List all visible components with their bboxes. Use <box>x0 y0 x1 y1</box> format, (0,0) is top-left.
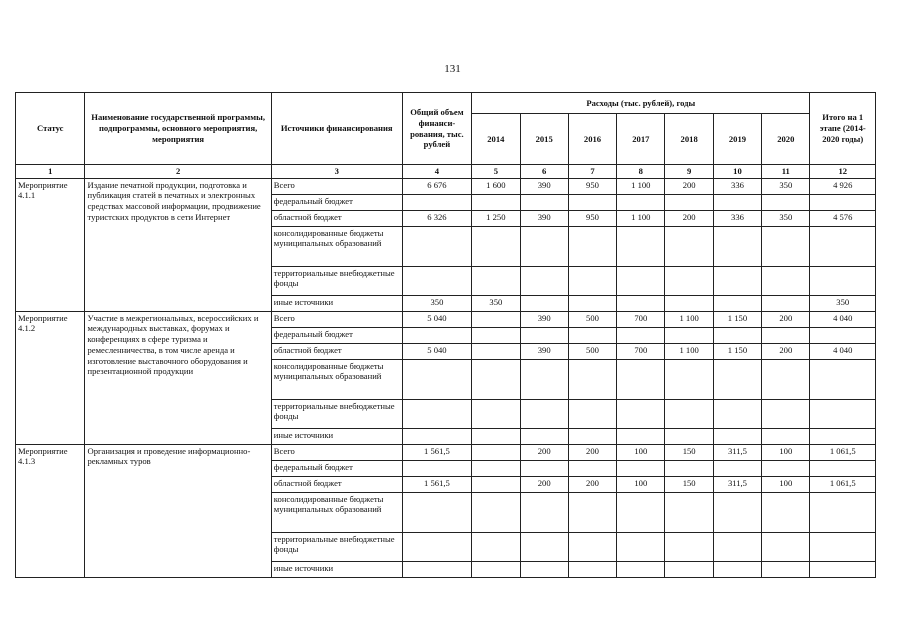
year-amount <box>520 428 568 444</box>
year-amount <box>713 532 761 561</box>
stage-total-amount <box>810 561 876 577</box>
column-number: 8 <box>617 165 665 179</box>
year-amount <box>472 444 520 460</box>
year-amount <box>472 428 520 444</box>
year-amount <box>665 561 713 577</box>
header-name: Наименование государственной программы, подпрограммы, основного мероприятия, мероприятия <box>85 93 271 165</box>
year-amount <box>617 561 665 577</box>
funding-source: иные источники <box>271 428 402 444</box>
year-amount <box>713 561 761 577</box>
year-amount: 200 <box>520 476 568 492</box>
year-amount: 390 <box>520 343 568 359</box>
stage-total-amount <box>810 460 876 476</box>
funding-source: иные источники <box>271 561 402 577</box>
year-amount <box>520 359 568 399</box>
year-amount <box>713 226 761 266</box>
year-amount <box>762 399 810 428</box>
year-amount <box>472 266 520 295</box>
column-number: 12 <box>810 165 876 179</box>
year-amount: 350 <box>762 178 810 194</box>
year-amount <box>568 295 616 311</box>
activity-name: Организация и проведение информационно-рекламных туров <box>85 444 271 577</box>
total-amount: 1 561,5 <box>402 444 471 460</box>
year-amount <box>568 428 616 444</box>
year-amount <box>665 492 713 532</box>
table-row <box>16 444 876 460</box>
funding-source: территориальные внебюджетные фонды <box>271 266 402 295</box>
year-amount: 100 <box>762 476 810 492</box>
stage-total-amount: 4 926 <box>810 178 876 194</box>
stage-total-amount <box>810 226 876 266</box>
year-amount: 1 250 <box>472 210 520 226</box>
year-amount: 150 <box>665 476 713 492</box>
activity-status: Мероприятие 4.1.2 <box>16 311 85 444</box>
year-amount <box>568 460 616 476</box>
funding-source: консолидированные бюджеты муниципальных образований <box>271 492 402 532</box>
year-amount <box>472 476 520 492</box>
year-amount <box>665 399 713 428</box>
year-amount <box>568 266 616 295</box>
stage-total-amount <box>810 327 876 343</box>
year-amount <box>617 492 665 532</box>
year-amount <box>472 311 520 327</box>
year-amount: 100 <box>617 444 665 460</box>
funding-source: иные источники <box>271 295 402 311</box>
year-amount: 200 <box>665 178 713 194</box>
column-number-row <box>16 165 876 179</box>
header-status: Статус <box>16 93 85 165</box>
year-amount <box>472 327 520 343</box>
year-amount <box>713 428 761 444</box>
total-amount <box>402 561 471 577</box>
total-amount: 1 561,5 <box>402 476 471 492</box>
header-expenses: Расходы (тыс. рублей), годы <box>472 93 810 114</box>
year-amount <box>520 532 568 561</box>
year-amount <box>617 327 665 343</box>
funding-source: федеральный бюджет <box>271 327 402 343</box>
stage-total-amount <box>810 428 876 444</box>
total-amount <box>402 266 471 295</box>
year-amount <box>520 399 568 428</box>
funding-source: Всего <box>271 178 402 194</box>
year-amount: 350 <box>472 295 520 311</box>
activity-name: Участие в межрегиональных, всероссийских и международных выставках, форумах и конференциях в сфере туризма и ремесленничества, в том числе аренда и изготовление выставочного оборудования и презентационной продукции <box>85 311 271 444</box>
header-total: Общий объем финанси-рования, тыс. рублей <box>402 93 471 165</box>
stage-total-amount: 1 061,5 <box>810 476 876 492</box>
stage-total-amount <box>810 266 876 295</box>
funding-source: территориальные внебюджетные фонды <box>271 532 402 561</box>
year-amount <box>520 226 568 266</box>
funding-source: Всего <box>271 311 402 327</box>
year-amount: 500 <box>568 311 616 327</box>
header-year: 2017 <box>617 114 665 165</box>
total-amount <box>402 399 471 428</box>
year-amount <box>617 460 665 476</box>
year-amount <box>617 266 665 295</box>
year-amount <box>472 194 520 210</box>
year-amount <box>665 266 713 295</box>
year-amount <box>472 359 520 399</box>
stage-total-amount: 4 040 <box>810 343 876 359</box>
activity-status: Мероприятие 4.1.1 <box>16 178 85 311</box>
stage-total-amount <box>810 194 876 210</box>
column-number: 10 <box>713 165 761 179</box>
year-amount <box>617 226 665 266</box>
year-amount: 200 <box>568 476 616 492</box>
year-amount: 390 <box>520 210 568 226</box>
year-amount: 200 <box>568 444 616 460</box>
year-amount: 500 <box>568 343 616 359</box>
year-amount <box>713 460 761 476</box>
year-amount: 200 <box>762 311 810 327</box>
year-amount: 700 <box>617 311 665 327</box>
year-amount: 100 <box>762 444 810 460</box>
total-amount: 6 676 <box>402 178 471 194</box>
column-number: 3 <box>271 165 402 179</box>
column-number: 5 <box>472 165 520 179</box>
year-amount <box>713 492 761 532</box>
funding-source: консолидированные бюджеты муниципальных образований <box>271 359 402 399</box>
stage-total-amount <box>810 492 876 532</box>
year-amount <box>762 194 810 210</box>
year-amount: 390 <box>520 311 568 327</box>
year-amount <box>568 532 616 561</box>
year-amount: 200 <box>762 343 810 359</box>
year-amount <box>762 460 810 476</box>
header-year: 2018 <box>665 114 713 165</box>
header-year: 2016 <box>568 114 616 165</box>
year-amount <box>617 359 665 399</box>
table-row <box>16 178 876 194</box>
year-amount <box>472 399 520 428</box>
year-amount: 1 150 <box>713 343 761 359</box>
year-amount: 200 <box>665 210 713 226</box>
year-amount: 350 <box>762 210 810 226</box>
stage-total-amount: 1 061,5 <box>810 444 876 460</box>
year-amount <box>472 561 520 577</box>
year-amount <box>472 492 520 532</box>
stage-total-amount <box>810 532 876 561</box>
year-amount <box>665 295 713 311</box>
total-amount: 6 326 <box>402 210 471 226</box>
year-amount <box>617 295 665 311</box>
year-amount <box>617 194 665 210</box>
column-number: 7 <box>568 165 616 179</box>
funding-source: областной бюджет <box>271 343 402 359</box>
year-amount <box>568 226 616 266</box>
total-amount <box>402 460 471 476</box>
year-amount <box>472 460 520 476</box>
year-amount <box>568 561 616 577</box>
year-amount <box>713 295 761 311</box>
year-amount <box>762 226 810 266</box>
column-number: 1 <box>16 165 85 179</box>
year-amount <box>520 194 568 210</box>
total-amount <box>402 532 471 561</box>
year-amount: 311,5 <box>713 476 761 492</box>
year-amount <box>713 327 761 343</box>
header-year: 2014 <box>472 114 520 165</box>
year-amount <box>520 492 568 532</box>
funding-source: федеральный бюджет <box>271 194 402 210</box>
activity-name: Издание печатной продукции, подготовка и публикация статей в печатных и электронных средствах массовой информации, продвижение туристских продуктов в сети Интернет <box>85 178 271 311</box>
funding-source: Всего <box>271 444 402 460</box>
year-amount <box>762 327 810 343</box>
year-amount <box>472 532 520 561</box>
year-amount <box>762 492 810 532</box>
year-amount <box>665 226 713 266</box>
year-amount <box>762 266 810 295</box>
stage-total-amount <box>810 399 876 428</box>
year-amount <box>665 194 713 210</box>
year-amount <box>568 327 616 343</box>
total-amount <box>402 327 471 343</box>
column-number: 4 <box>402 165 471 179</box>
activity-status: Мероприятие 4.1.3 <box>16 444 85 577</box>
year-amount <box>762 428 810 444</box>
year-amount <box>665 327 713 343</box>
year-amount <box>520 266 568 295</box>
total-amount: 5 040 <box>402 311 471 327</box>
total-amount <box>402 359 471 399</box>
year-amount: 390 <box>520 178 568 194</box>
year-amount: 150 <box>665 444 713 460</box>
year-amount <box>762 532 810 561</box>
year-amount: 100 <box>617 476 665 492</box>
column-number: 11 <box>762 165 810 179</box>
year-amount <box>520 327 568 343</box>
stage-total-amount: 350 <box>810 295 876 311</box>
year-amount <box>617 532 665 561</box>
year-amount <box>568 194 616 210</box>
year-amount <box>520 295 568 311</box>
year-amount: 336 <box>713 178 761 194</box>
year-amount <box>617 428 665 444</box>
year-amount <box>762 295 810 311</box>
year-amount: 1 100 <box>665 311 713 327</box>
total-amount: 350 <box>402 295 471 311</box>
year-amount: 700 <box>617 343 665 359</box>
year-amount <box>472 226 520 266</box>
column-number: 2 <box>85 165 271 179</box>
funding-source: консолидированные бюджеты муниципальных образований <box>271 226 402 266</box>
total-amount <box>402 492 471 532</box>
year-amount <box>713 194 761 210</box>
header-year: 2015 <box>520 114 568 165</box>
year-amount: 1 100 <box>665 343 713 359</box>
year-amount <box>713 359 761 399</box>
year-amount: 1 100 <box>617 210 665 226</box>
funding-source: областной бюджет <box>271 210 402 226</box>
header-year: 2019 <box>713 114 761 165</box>
year-amount <box>762 359 810 399</box>
year-amount: 1 100 <box>617 178 665 194</box>
year-amount <box>568 359 616 399</box>
year-amount <box>713 266 761 295</box>
year-amount <box>713 399 761 428</box>
year-amount: 950 <box>568 210 616 226</box>
funding-source: территориальные внебюджетные фонды <box>271 399 402 428</box>
total-amount <box>402 194 471 210</box>
stage-total-amount: 4 040 <box>810 311 876 327</box>
year-amount <box>665 428 713 444</box>
year-amount: 950 <box>568 178 616 194</box>
year-amount: 200 <box>520 444 568 460</box>
total-amount <box>402 226 471 266</box>
funding-source: федеральный бюджет <box>271 460 402 476</box>
column-number: 6 <box>520 165 568 179</box>
header-sources: Источники финансирования <box>271 93 402 165</box>
financing-table <box>15 92 876 578</box>
stage-total-amount: 4 576 <box>810 210 876 226</box>
total-amount <box>402 428 471 444</box>
year-amount <box>568 399 616 428</box>
year-amount <box>617 399 665 428</box>
year-amount: 336 <box>713 210 761 226</box>
year-amount <box>665 532 713 561</box>
year-amount <box>762 561 810 577</box>
year-amount <box>568 492 616 532</box>
year-amount <box>665 359 713 399</box>
year-amount <box>520 460 568 476</box>
total-amount: 5 040 <box>402 343 471 359</box>
header-stage-total: Итого на 1 этапе (2014-2020 годы) <box>810 93 876 165</box>
table-row <box>16 311 876 327</box>
year-amount: 311,5 <box>713 444 761 460</box>
stage-total-amount <box>810 359 876 399</box>
year-amount <box>665 460 713 476</box>
year-amount: 1 150 <box>713 311 761 327</box>
year-amount <box>520 561 568 577</box>
funding-source: областной бюджет <box>271 476 402 492</box>
column-number: 9 <box>665 165 713 179</box>
page-number: 131 <box>444 63 461 75</box>
year-amount: 1 600 <box>472 178 520 194</box>
header-year: 2020 <box>762 114 810 165</box>
year-amount <box>472 343 520 359</box>
